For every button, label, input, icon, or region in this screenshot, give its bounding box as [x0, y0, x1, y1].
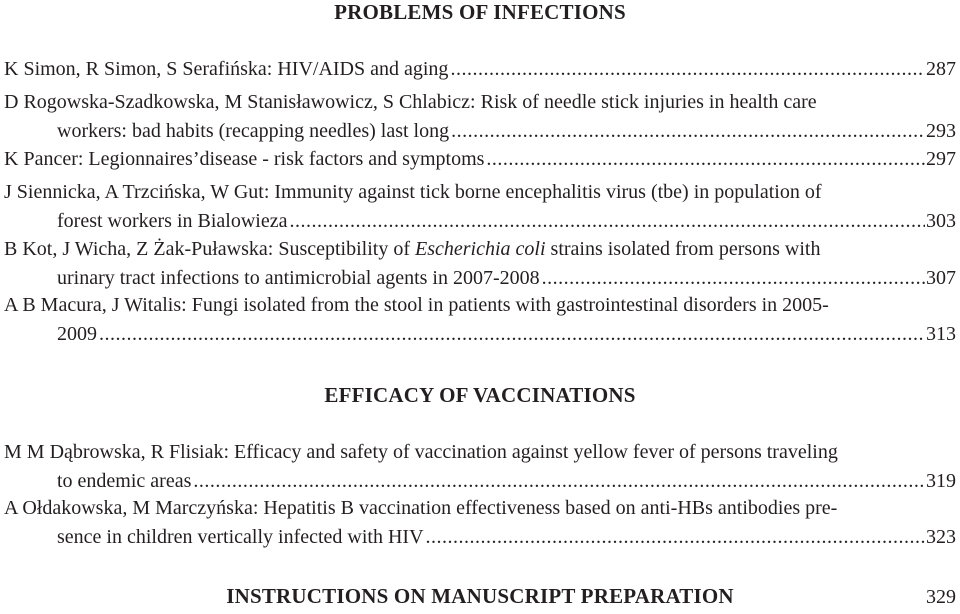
entry-text: K Simon, R Simon, S Serafińska: HIV/AIDS and aging	[4, 58, 449, 80]
page-number: 319	[926, 470, 956, 492]
toc-line	[4, 178, 956, 207]
entry-text-continued: to endemic areas	[57, 470, 192, 492]
section-title-instructions: INSTRUCTIONS ON MANUSCRIPT PREPARATION	[226, 584, 734, 608]
toc-line	[4, 55, 956, 84]
toc-entry	[4, 145, 956, 174]
dot-leader	[451, 117, 925, 146]
toc-line	[4, 438, 956, 467]
page-number: 293	[926, 120, 956, 142]
toc-line	[4, 494, 956, 523]
page-number: 329	[926, 586, 956, 608]
dot-leader	[193, 467, 925, 496]
toc-line	[4, 523, 956, 552]
entry-text: B Kot, J Wicha, Z Żak-Puławska: Susceptibility of	[4, 238, 415, 260]
dot-leader	[289, 207, 925, 236]
entry-text-continued: 2009	[57, 323, 97, 345]
toc-line	[4, 88, 956, 117]
section-title-infections: PROBLEMS OF INFECTIONS	[334, 0, 626, 24]
entry-text: A B Macura, J Witalis: Fungi isolated from the stool in patients with gastrointestinal disorders in 2005-	[4, 294, 829, 316]
page-number: 313	[926, 323, 956, 345]
dot-leader	[486, 145, 925, 174]
toc-line	[4, 145, 956, 174]
dot-leader	[99, 320, 925, 349]
entry-text: J Siennicka, A Trzcińska, W Gut: Immunity against tick borne encephalitis virus (tbe) in population of	[4, 181, 822, 203]
dot-leader	[450, 55, 925, 84]
toc-line	[4, 207, 956, 236]
entry-text: D Rogowska-Szadkowska, M Stanisławowicz, S Chlabicz: Risk of needle stick injuries in health care	[4, 91, 817, 113]
entry-text: K Pancer: Legionnaires’disease - risk factors and symptoms	[4, 148, 485, 170]
page-number: 287	[926, 58, 956, 80]
page-number: 303	[926, 210, 956, 232]
toc-entry	[4, 88, 956, 146]
toc-line	[4, 264, 956, 293]
page-number: 307	[926, 267, 956, 289]
toc-entry	[4, 494, 956, 552]
entry-text: strains isolated from persons with	[545, 238, 821, 260]
toc-line	[4, 117, 956, 146]
toc-entry	[4, 291, 956, 349]
toc-line	[4, 320, 956, 349]
toc-entry	[4, 235, 956, 293]
dot-leader	[542, 264, 925, 293]
toc-line	[4, 291, 956, 320]
page-number: 323	[926, 526, 956, 548]
page-number: 297	[926, 148, 956, 170]
entry-text-continued: workers: bad habits (recapping needles) last long	[57, 120, 450, 142]
dot-leader	[426, 523, 925, 552]
toc-entry	[4, 438, 956, 496]
toc-line	[4, 235, 956, 264]
entry-text-italic: Escherichia coli	[415, 238, 546, 260]
entry-text: M M Dąbrowska, R Flisiak: Efficacy and safety of vaccination against yellow fever of persons traveling	[4, 441, 838, 463]
toc-entry	[4, 178, 956, 236]
instructions-row	[0, 584, 960, 614]
entry-text-continued: forest workers in Bialowieza	[57, 210, 288, 232]
entry-text: A Ołdakowska, M Marczyńska: Hepatitis B vaccination effectiveness based on anti-HBs antibodies pre-	[4, 497, 838, 519]
toc-entry	[4, 55, 956, 84]
entry-text-continued: sence in children vertically infected with HIV	[57, 526, 424, 548]
entry-text-continued: urinary tract infections to antimicrobial agents in 2007-2008	[57, 267, 540, 289]
section-title-vaccinations: EFFICACY OF VACCINATIONS	[324, 383, 636, 407]
toc-line	[4, 467, 956, 496]
